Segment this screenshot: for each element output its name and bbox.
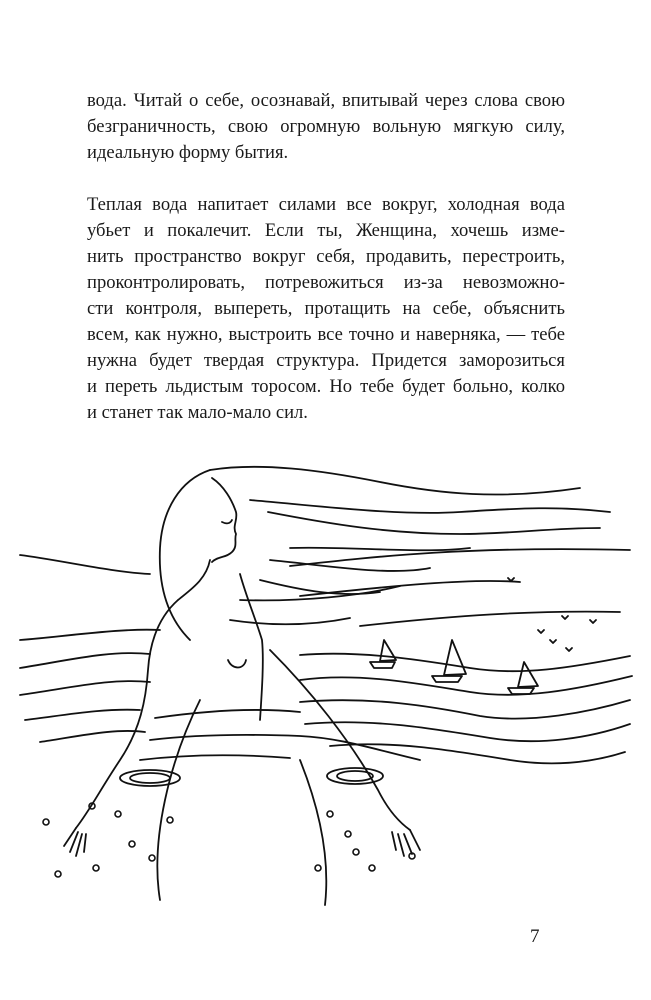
text-line: вода. Читай о себе, осознавай, впитывай через слова свою: [87, 90, 565, 111]
bubble: [327, 811, 333, 817]
wave-line: [155, 710, 300, 718]
paragraph-2: [87, 192, 565, 426]
bird: [590, 620, 596, 623]
text-line: всем, как нужно, выстроить все точно и наверняка, — тебе: [87, 324, 565, 345]
wave-line: [300, 676, 632, 695]
boat-sail: [444, 640, 466, 675]
wave-line: [330, 744, 625, 763]
hair: [260, 580, 380, 594]
ripple: [130, 773, 170, 783]
bird: [562, 616, 568, 619]
hand: [392, 830, 420, 856]
bubble: [345, 831, 351, 837]
horizon-line: [290, 549, 630, 566]
page-number: 7: [530, 926, 540, 947]
bubble: [93, 865, 99, 871]
wave-line: [40, 731, 145, 742]
woman-in-sea-line-drawing-icon: [0, 440, 651, 910]
bubble: [149, 855, 155, 861]
hair: [250, 500, 610, 513]
text-line: безграничность, свою огромную вольную мягкую силу,: [87, 116, 565, 137]
bird: [538, 630, 544, 633]
text-line: и станет так мало-мало сил.: [87, 402, 308, 423]
text-line: проконтролировать, потревожиться из-за невозможно-: [87, 272, 565, 293]
wave-line: [300, 700, 630, 719]
wave-line: [300, 654, 630, 672]
text-line: нить пространство вокруг себя, продавить, перестроить,: [87, 246, 565, 267]
wave-line: [305, 722, 630, 741]
wave-line: [25, 710, 140, 720]
bubble: [369, 865, 375, 871]
hair: [160, 470, 210, 640]
wave-line: [20, 681, 150, 695]
boat: [508, 688, 534, 694]
bird: [550, 640, 556, 643]
text-line: и переть льдистым торосом. Но тебе будет больно, колко: [87, 376, 565, 397]
wave-line: [20, 653, 150, 668]
bubble: [115, 811, 121, 817]
bubble: [55, 871, 61, 877]
body: [300, 760, 326, 905]
bubble: [129, 841, 135, 847]
bubble: [315, 865, 321, 871]
text-line: идеальную форму бытия.: [87, 142, 289, 163]
horizon-line: [360, 612, 620, 626]
hair: [230, 618, 350, 624]
bubble: [43, 819, 49, 825]
hair: [268, 512, 600, 534]
body: [157, 700, 200, 900]
hand: [64, 828, 86, 856]
wave-line: [140, 755, 290, 760]
bubble: [353, 849, 359, 855]
paragraph-1: [87, 88, 565, 166]
text-line: Теплая вода напитает силами все вокруг, холодная вода: [87, 194, 565, 215]
bubble: [167, 817, 173, 823]
breast: [228, 660, 246, 668]
body: [76, 560, 210, 828]
text-line: нужна будет твердая структура. Придется заморозиться: [87, 350, 565, 371]
boat: [370, 662, 395, 668]
body-text: [87, 88, 565, 426]
wave-line: [20, 630, 160, 640]
boat: [432, 676, 462, 682]
hair: [290, 548, 470, 551]
hair: [210, 467, 580, 495]
bird: [566, 648, 572, 651]
body: [240, 574, 263, 720]
text-line: сти контроля, выпереть, протащить на себе, объяснить: [87, 298, 565, 319]
horizon-line: [20, 555, 150, 574]
text-line: убьет и покалечит. Если ты, Женщина, хочешь изме-: [87, 220, 565, 241]
eye: [222, 520, 232, 523]
boat-sail: [518, 662, 538, 687]
